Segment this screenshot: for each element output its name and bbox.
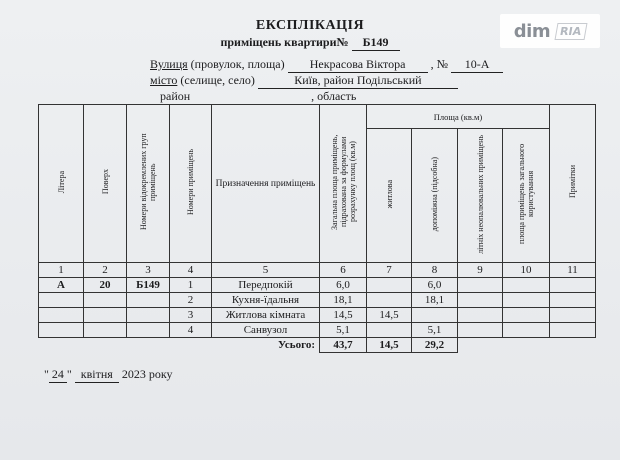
- cell-common: [503, 278, 550, 293]
- table-row: [39, 278, 596, 293]
- watermark-brand: dim: [513, 20, 551, 42]
- col-number: 10: [503, 263, 550, 278]
- total-area-value: 43,7: [320, 338, 367, 353]
- cell-summer: [458, 293, 503, 308]
- oblast-value: [359, 89, 477, 105]
- cell-common: [503, 323, 550, 338]
- street-label-rest: (провулок, площа): [190, 57, 285, 71]
- header-rooms: Номери приміщень: [170, 105, 212, 263]
- cell-common: [503, 308, 550, 323]
- header-floor: Поверх: [84, 105, 127, 263]
- total-living-value: 14,5: [367, 338, 412, 353]
- cell-purpose: Передпокій: [212, 278, 320, 293]
- district-label: район: [160, 89, 191, 103]
- district-value: [193, 89, 311, 105]
- col-number: 8: [412, 263, 458, 278]
- total-row: [39, 338, 596, 353]
- col-number: 6: [320, 263, 367, 278]
- cell-total: 18,1: [320, 293, 367, 308]
- header-groups: Номери відокремлених груп приміщень: [127, 105, 170, 263]
- date-day: 24: [49, 367, 67, 383]
- city-line: [150, 73, 458, 89]
- cell-notes: [550, 293, 596, 308]
- column-numbers-row: [39, 263, 596, 278]
- header-litera: Літера: [39, 105, 84, 263]
- watermark-badge: RIA: [555, 23, 588, 40]
- cell-litera: [39, 293, 84, 308]
- cell-purpose: Кухня-їдальня: [212, 293, 320, 308]
- col-number: 5: [212, 263, 320, 278]
- cell-notes: [550, 323, 596, 338]
- cell-floor: [84, 308, 127, 323]
- cell-litera: [39, 323, 84, 338]
- total-label: Усього:: [39, 338, 320, 353]
- cell-total: 5,1: [320, 323, 367, 338]
- col-number: 2: [84, 263, 127, 278]
- total-empty: [458, 338, 596, 353]
- cell-aux: 18,1: [412, 293, 458, 308]
- apartment-number: Б149: [352, 35, 400, 51]
- total-aux-value: 29,2: [412, 338, 458, 353]
- house-label: , №: [430, 57, 449, 71]
- header-summer: літніх неопалювальних приміщень: [458, 129, 503, 263]
- cell-common: [503, 293, 550, 308]
- city-label: місто: [150, 73, 178, 87]
- cell-aux: 5,1: [412, 323, 458, 338]
- cell-purpose: Житлова кімната: [212, 308, 320, 323]
- document-title: ЕКСПЛІКАЦІЯ: [255, 18, 365, 33]
- cell-group: Б149: [127, 278, 170, 293]
- cell-purpose: Санвузол: [212, 323, 320, 338]
- cell-litera: А: [39, 278, 84, 293]
- cell-summer: [458, 278, 503, 293]
- cell-room: 1: [170, 278, 212, 293]
- cell-living: 14,5: [367, 308, 412, 323]
- street-label: Вулиця: [150, 57, 188, 71]
- table-row: [39, 293, 596, 308]
- cell-living: [367, 278, 412, 293]
- cell-living: [367, 293, 412, 308]
- cell-total: 6,0: [320, 278, 367, 293]
- header-auxiliary: допоміжна (підсобна): [412, 129, 458, 263]
- header-area-group: Площа (кв.м): [367, 105, 550, 129]
- explication-table: [38, 104, 596, 353]
- cell-room: 3: [170, 308, 212, 323]
- header-notes: Примітки: [550, 105, 596, 263]
- date-year: 2023 року: [121, 367, 173, 381]
- cell-summer: [458, 323, 503, 338]
- col-number: 3: [127, 263, 170, 278]
- date-month: квітня: [75, 367, 119, 383]
- cell-total: 14,5: [320, 308, 367, 323]
- cell-room: 2: [170, 293, 212, 308]
- table-row: [39, 323, 596, 338]
- col-number: 4: [170, 263, 212, 278]
- cell-group: [127, 308, 170, 323]
- header-total-area: Загальна площа приміщень, підрахована за формулами розрахунку площ (кв.м): [320, 105, 367, 263]
- cell-room: 4: [170, 323, 212, 338]
- cell-floor: [84, 323, 127, 338]
- cell-aux: [412, 308, 458, 323]
- cell-group: [127, 293, 170, 308]
- cell-living: [367, 323, 412, 338]
- house-value: 10-А: [451, 57, 503, 73]
- street-line: [150, 57, 503, 73]
- cell-notes: [550, 278, 596, 293]
- col-number: 7: [367, 263, 412, 278]
- header-living: житлова: [367, 129, 412, 263]
- cell-notes: [550, 308, 596, 323]
- document-subtitle: [0, 35, 620, 51]
- city-value: Київ, район Подільський: [258, 73, 458, 89]
- header-purpose: Призначення приміщень: [212, 105, 320, 263]
- cell-group: [127, 323, 170, 338]
- col-number: 11: [550, 263, 596, 278]
- col-number: 1: [39, 263, 84, 278]
- cell-aux: 6,0: [412, 278, 458, 293]
- cell-summer: [458, 308, 503, 323]
- table-row: [39, 308, 596, 323]
- cell-litera: [39, 308, 84, 323]
- city-label-rest: (селище, село): [180, 73, 255, 87]
- col-number: 9: [458, 263, 503, 278]
- subtitle-prefix: приміщень квартири№: [220, 35, 349, 49]
- document-date: " 24 " квітня 2023 року: [44, 367, 173, 381]
- district-line: [160, 89, 477, 105]
- header-common: площа приміщень загального користування: [503, 129, 550, 263]
- cell-floor: 20: [84, 278, 127, 293]
- street-value: Некрасова Віктора: [288, 57, 428, 73]
- cell-floor: [84, 293, 127, 308]
- oblast-label: , область: [311, 89, 357, 103]
